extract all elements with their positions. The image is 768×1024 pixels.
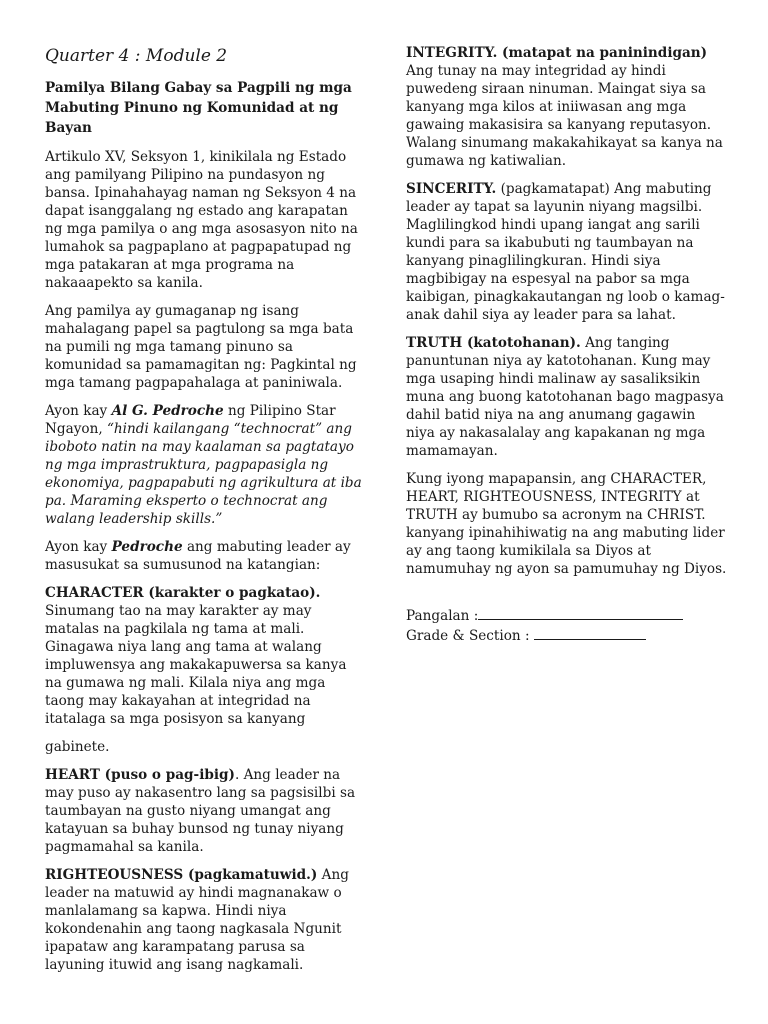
grade-label: Grade & Section : bbox=[406, 628, 534, 644]
text-righteousness: Ang leader na matuwid ay hindi magnanakaw o manlalamang sa kapwa. Hindi niya kokondenahin ang taong nagkasala Ngunit ipapataw ang karampatang parusa sa layuning ituwid ang isang nagkamali. bbox=[45, 867, 349, 973]
lesson-heading: Pamilya Bilang Gabay sa Pagpili ng mga Mabuting Pinuno ng Komunidad at ng Bayan bbox=[45, 80, 352, 136]
student-info-form bbox=[406, 606, 728, 645]
paragraph-truth bbox=[406, 334, 728, 460]
name-blank[interactable] bbox=[478, 606, 683, 620]
term-truth: TRUTH (katotohanan). bbox=[406, 335, 581, 351]
text-qualities-intro: ang mabuting leader ay masusukat sa sumusunod na katangian: bbox=[45, 539, 351, 573]
grade-row bbox=[406, 626, 728, 645]
paragraph-righteousness bbox=[45, 866, 367, 974]
text-ayon-kay-2: Ayon kay bbox=[45, 539, 112, 555]
paragraph-character bbox=[45, 584, 367, 728]
term-sincerity: SINCERITY. bbox=[406, 181, 497, 197]
left-column bbox=[45, 44, 367, 984]
author-name: Al G. Pedroche bbox=[111, 403, 224, 419]
text-character: Sinumang tao na may karakter ay may matalas na pagkilala ng tama at mali. Ginagawa niya lang ang tama at walang impluwensya ang makakapuwersa sa kanya na gumawa ng mali. Kilala niya ang mga taong may kakayahan at integridad na itatalaga sa mga posisyon sa kanyang bbox=[45, 603, 347, 727]
term-heart: HEART (puso o pag-ibig) bbox=[45, 767, 235, 783]
text-sincerity: (pagkamatapat) Ang mabuting leader ay tapat sa layunin niyang magsilbi. Maglilingkod hindi upang iangat ang sarili kundi para sa ikabubuti ng taumbayan na kanyang pinaglilingkuran. Hindi siya magbibigay na espesyal na pabor sa mga kaibigan, pinagkakautangan ng loob o kamag-anak dahil siya ay leader para sa lahat. bbox=[406, 181, 725, 323]
module-title: Quarter 4 : Module 2 bbox=[45, 46, 228, 66]
paragraph-family-role: Ang pamilya ay gumaganap ng isang mahalagang papel sa pagtulong sa mga bata na pumili ng mga tamang pinuno sa komunidad sa pamamagitan ng: Pagkintal ng mga tamang pagpapahalaga at paniniwala. bbox=[45, 303, 357, 391]
paragraph-closing: Kung iyong mapapansin, ang CHARACTER, HEART, RIGHTEOUSNESS, INTEGRITY at TRUTH ay bumubo sa acronym na CHRIST. kanyang ipinahihiwatig na ang mabuting lider ay ang taong kumikilala sa Diyos at namumuhay ng ayon sa pamumuhay ng Diyos. bbox=[406, 471, 727, 577]
paragraph-character-cont: gabinete. bbox=[45, 739, 110, 755]
paragraph-article: Artikulo XV, Seksyon 1, kinikilala ng Estado ang pamilyang Pilipino na pundasyon ng bansa. Ipinahahayag naman ng Seksyon 4 na dapat isanggalang ng estado ang karapatan ng mga pamilya o ang mga asosasyon nito na lumahok sa pagpaplano at pagpapatupad ng mga patakaran at mga programa na nakaaapekto sa kanila. bbox=[45, 149, 358, 291]
text-integrity: Ang tunay na may integridad ay hindi puwedeng siraan ninuman. Maingat siya sa kanyang mga kilos at iniiwasan ang mga gawaing makasisira sa kanyang reputasyon. Walang sinumang makakahikayat sa kanya na gumawa ng katiwalian. bbox=[406, 63, 723, 169]
paragraph-sincerity bbox=[406, 180, 728, 324]
name-label: Pangalan : bbox=[406, 608, 479, 624]
paragraph-qualities-intro bbox=[45, 538, 367, 574]
text-heart: . Ang leader na may puso ay nakasentro lang sa pagsisilbi sa taumbayan na gusto niyang umangat ang katayuan sa buhay bunsod ng tunay niyang pagmamahal sa kanila. bbox=[45, 767, 356, 855]
paragraph-heart bbox=[45, 766, 367, 856]
grade-blank[interactable] bbox=[534, 626, 646, 640]
paragraph-pedroche-quote bbox=[45, 402, 367, 528]
quote-text: “hindi kailangang “technocrat” ang iboboto natin na may kaalaman sa pagtatayo ng mga imprastruktura, pagpapasigla ng ekonomiya, pagpapabuti ng agrikultura at iba pa. Maraming eksperto o technocrat ang walang leadership skills.” bbox=[45, 421, 362, 527]
paragraph-integrity bbox=[406, 44, 728, 170]
text-source: ng Pilipino Star Ngayon, bbox=[45, 403, 336, 437]
term-integrity: INTEGRITY. (matapat na paninindigan) bbox=[406, 45, 708, 61]
text-ayon-kay: Ayon kay bbox=[45, 403, 112, 419]
author-surname: Pedroche bbox=[111, 539, 183, 555]
right-column bbox=[406, 44, 728, 646]
term-character: CHARACTER (karakter o pagkatao). bbox=[45, 585, 321, 601]
term-righteousness: RIGHTEOUSNESS (pagkamatuwid.) bbox=[45, 867, 318, 883]
text-truth: Ang tanging panuntunan niya ay katotohanan. Kung may mga usaping hindi malinaw ay sasaliksikin muna ang buong katotohanan bago magpasya dahil batid niya na ang anumang gagawin niya ay nakasalalay ang kapakanan ng mga mamamayan. bbox=[406, 335, 724, 459]
name-row bbox=[406, 606, 728, 625]
